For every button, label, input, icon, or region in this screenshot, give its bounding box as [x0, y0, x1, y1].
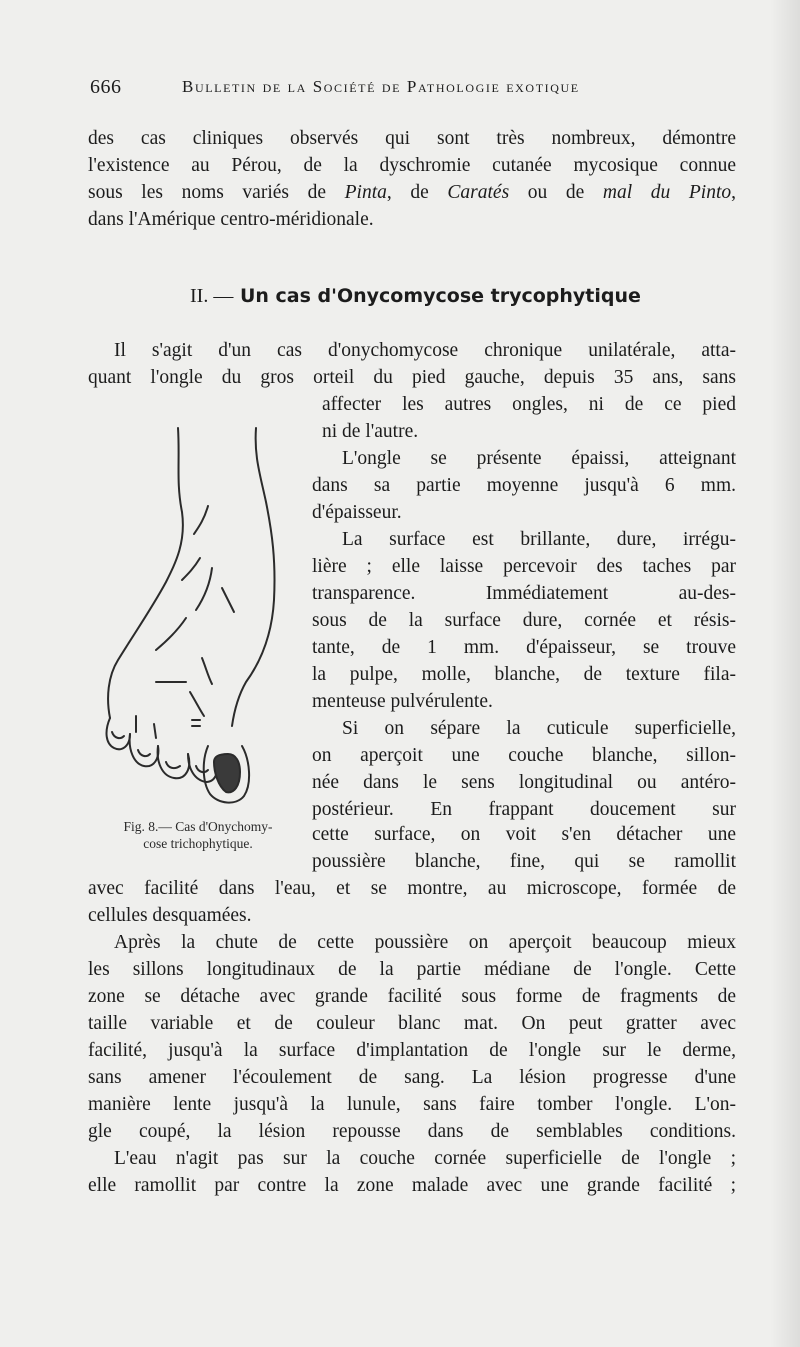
text-line: avec facilité dans l'eau, et se montre, au microscope, formée de [88, 878, 736, 899]
figure-caption [88, 818, 308, 852]
text-line: L'ongle se présente épaissi, atteignant [342, 448, 736, 469]
text-line: postérieur. En frappant doucement sur [312, 799, 736, 820]
text-span: , de [386, 182, 448, 203]
text-line: Si on sépare la cuticule superficielle, [342, 718, 736, 739]
text-line: dans sa partie moyenne jusqu'à 6 mm. [312, 475, 736, 496]
text-span: ou de [509, 182, 603, 203]
running-title: Bulletin de la Société de Pathologie exotique [182, 77, 580, 96]
text-line: taille variable et de couleur blanc mat. On peut gratter avec [88, 1013, 736, 1034]
text-line: les sillons longitudinaux de la partie médiane de l'ongle. Cette [88, 959, 736, 980]
foot-drawing-icon [96, 420, 310, 810]
italic-term: Pinta [344, 182, 387, 203]
text-line: sans amener l'écoulement de sang. La lésion progresse d'une [88, 1067, 736, 1088]
text-line: zone se détache avec grande facilité sous forme de fragments de [88, 986, 736, 1007]
text-line: cellules desquamées. [88, 905, 252, 926]
text-line: lière ; elle laisse percevoir des taches par [312, 556, 736, 577]
text-line: d'épaisseur. [312, 502, 402, 523]
text-line: elle ramollit par contre la zone malade avec une grande facilité ; [88, 1175, 736, 1196]
text-line [88, 180, 736, 206]
caption-line: cose trichophytique. [143, 836, 253, 851]
text-line: dans l'Amérique centro-méridionale. [88, 209, 374, 230]
page-edge-shadow [770, 0, 800, 1347]
text-line: née dans le sens longitudinal ou antéro- [312, 772, 736, 793]
section-title: Un cas d'Onycomycose trycophytique [239, 285, 641, 307]
text-span: , [731, 182, 737, 203]
text-line: tante, de 1 mm. d'épaisseur, se trouve [312, 637, 736, 658]
text-line: Il s'agit d'un cas d'onychomycose chronique unilatérale, atta- [114, 340, 736, 361]
text-line: l'existence au Pérou, de la dyschromie cutanée mycosique connue [88, 155, 736, 176]
section-heading [190, 285, 641, 308]
italic-term: Caratés [447, 182, 510, 203]
text-line: sous de la surface dure, cornée et résis- [312, 610, 736, 631]
section-number: II. — [190, 285, 234, 307]
text-line: poussière blanche, fine, qui se ramollit [312, 851, 736, 872]
text-line: affecter les autres ongles, ni de ce pied [322, 394, 736, 415]
text-line: manière lente jusqu'à la lunule, sans faire tomber l'ongle. L'on- [88, 1094, 736, 1115]
caption-line: Fig. 8.— Cas d'Onychomy- [123, 819, 273, 834]
text-line: ni de l'autre. [322, 421, 419, 442]
text-line: La surface est brillante, dure, irrégu- [342, 529, 736, 550]
text-span: sous les noms variés de [88, 182, 345, 203]
text-line: gle coupé, la lésion repousse dans de semblables conditions. [88, 1121, 736, 1142]
page-number: 666 [90, 76, 122, 98]
text-line: L'eau n'agit pas sur la couche cornée superficielle de l'ongle ; [114, 1148, 736, 1169]
running-header [90, 76, 730, 102]
text-line: des cas cliniques observés qui sont très nombreux, démontre [88, 128, 736, 149]
foot-figure [96, 420, 310, 810]
text-line: transparence. Immédiatement au-des- [312, 583, 736, 604]
text-line: Après la chute de cette poussière on aperçoit beaucoup mieux [114, 932, 736, 953]
italic-term: mal du Pinto [602, 182, 732, 203]
text-line: cette surface, on voit s'en détacher une [312, 824, 736, 845]
text-line: on aperçoit une couche blanche, sillon- [312, 745, 736, 766]
text-line: quant l'ongle du gros orteil du pied gauche, depuis 35 ans, sans [88, 367, 736, 388]
text-line: menteuse pulvérulente. [312, 691, 493, 712]
text-line: facilité, jusqu'à la surface d'implantation de l'ongle sur le derme, [88, 1040, 736, 1061]
text-line: la pulpe, molle, blanche, de texture fila- [312, 664, 736, 685]
